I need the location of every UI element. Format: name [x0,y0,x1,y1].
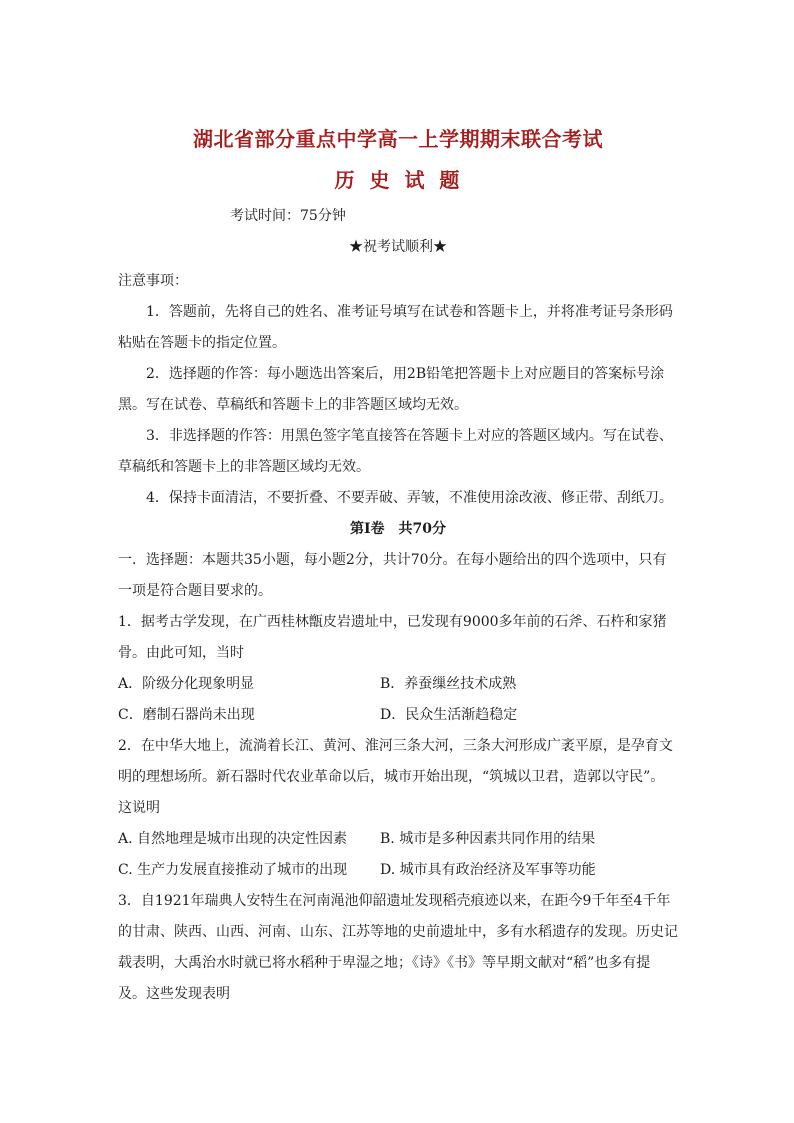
option-row [118,700,678,731]
option-c: C．磨制石器尚未出现 [118,707,255,723]
option-row [118,855,678,886]
exam-subject: 历 史 试 题 [334,168,462,192]
note-item: 2．选择题的作答：每小题选出答案后，用2B铅笔把答题卡上对应题目的答案标号涂黑。写在试卷、草稿纸和答题卡上的非答题区域均无效。 [118,366,665,413]
option-c: C. 生产力发展直接推动了城市的出现 [118,862,348,878]
good-luck-line: ★祝考试顺利★ [349,239,447,255]
exam-time: 考试时间：75分钟 [230,208,346,224]
question-stem: 1．据考古学发现，在广西桂林甑皮岩遗址中，已发现有9000多年前的石斧、石杵和家猪骨。由此可知，当时 [118,614,667,661]
notes-heading: 注意事项： [118,273,188,289]
note-item: 3．非选择题的作答：用黑色签字笔直接答在答题卡上对应的答题区域内。写在试卷、草稿纸和答题卡上的非答题区域均无效。 [118,428,673,475]
exam-title: 湖北省部分重点中学高一上学期期末联合考试 [193,127,603,151]
section-instructions: 一．选择题：本题共35小题，每小题2分，共计70分。在每小题给出的四个选项中，只有一项是符合题目要求的。 [118,552,667,599]
option-d: D．民众生活渐趋稳定 [380,707,518,723]
question-stem: 3．自1921年瑞典人安特生在河南渑池仰韶遗址发现稻壳痕迹以来，在距今9千年至4千年的甘肃、陕西、山西、河南、山东、江苏等地的史前遗址中，多有水稻遗存的发现。历史记载表明，大禹治水时就已将水稻种于卑湿之地；《诗》《书》等早期文献对“稻”也多有提及。这些发现表明 [118,893,678,1002]
option-row [118,669,678,700]
option-b: B. 城市是多种因素共同作用的结果 [380,831,596,847]
note-item: 4．保持卡面清洁，不要折叠、不要弄破、弄皱，不准使用涂改液、修正带、刮纸刀。 [146,490,673,506]
option-row [118,824,678,855]
option-a: A. 自然地理是城市出现的决定性因素 [118,831,348,847]
exam-body [118,266,678,1010]
section-heading: 第Ⅰ卷 共70分 [349,521,447,537]
option-b: B．养蚕缫丝技术成熟 [380,676,517,692]
note-item: 1．答题前，先将自己的姓名、准考证号填写在试卷和答题卡上，并将准考证号条形码粘贴在答题卡的指定位置。 [118,304,673,351]
option-a: A．阶级分化现象明显 [118,676,255,692]
option-d: D. 城市具有政治经济及军事等功能 [380,862,596,878]
question-stem: 2．在中华大地上，流淌着长江、黄河、淮河三条大河，三条大河形成广袤平原，是孕育文明的理想场所。新石器时代农业革命以后，城市开始出现，“筑城以卫君，造郭以守民”。这说明 [118,738,673,816]
